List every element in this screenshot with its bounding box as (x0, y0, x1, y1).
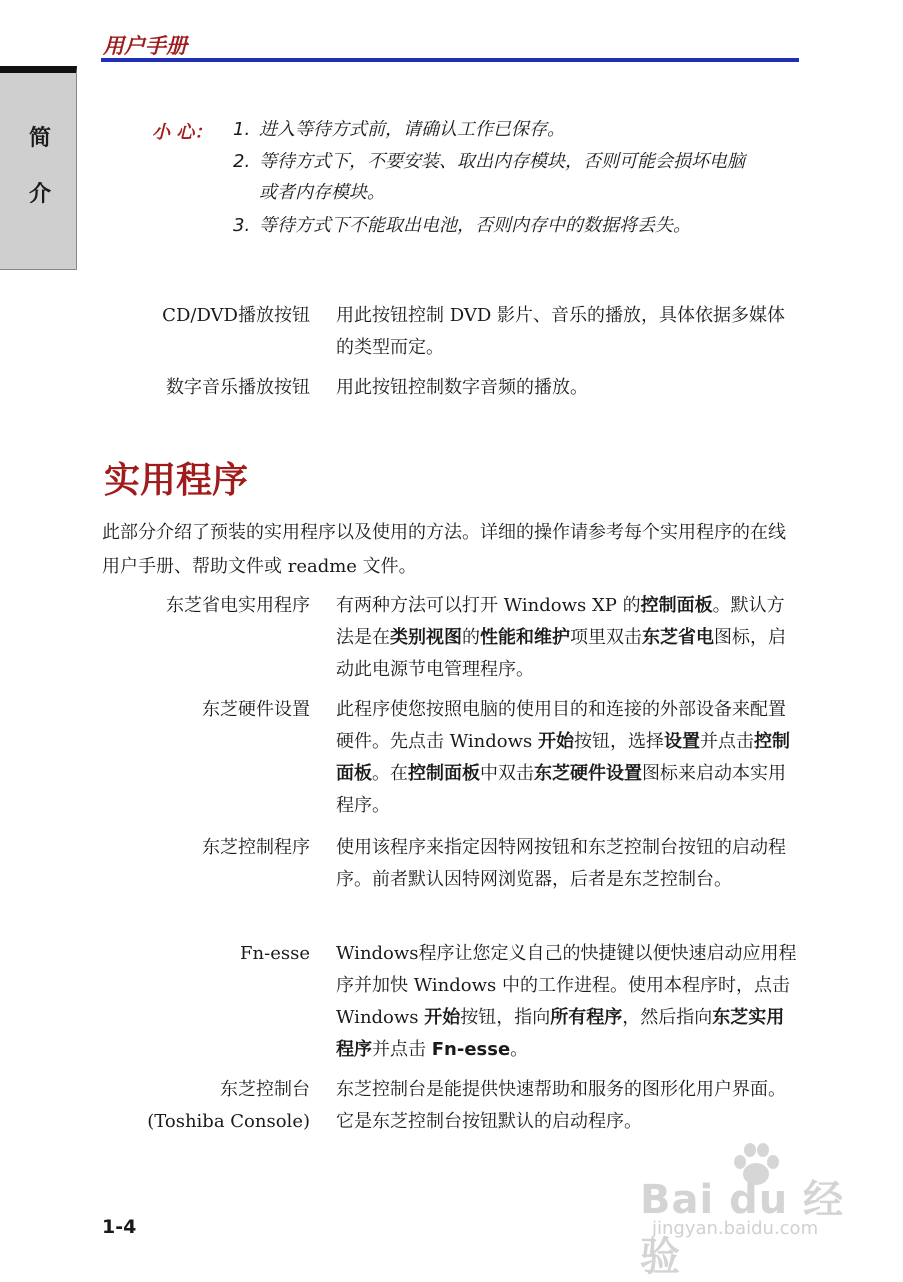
caution-item-number: 3. (233, 215, 251, 236)
bold-ui-term: 控制面板 (640, 595, 713, 616)
utility-term-console-line1: 东芝控制台 (220, 1079, 310, 1100)
bold-ui-term: 性能和维护 (480, 627, 570, 648)
caution-item-number: 2. (233, 151, 251, 172)
bold-ui-term: 所有程序 (550, 1007, 623, 1028)
watermark-sub-text: jingyan.baidu.com (652, 1218, 819, 1239)
utility-term-console-line2: (Toshiba Console) (147, 1111, 310, 1132)
bold-ui-term: 东芝实用程序 (336, 1007, 785, 1060)
bold-ui-term: 开始 (424, 1007, 461, 1028)
side-tab-char-2: 介 (28, 182, 51, 207)
caution-item-1 (233, 114, 753, 145)
button-desc-digital-music: 用此按钮控制数字音频的播放。 (336, 377, 588, 398)
bold-ui-term: 开始 (537, 731, 574, 752)
bold-ui-term: 控制面板 (408, 763, 480, 784)
bold-ui-term: Fn-esse (431, 1039, 511, 1060)
baidu-watermark (640, 1140, 880, 1280)
utility-term-console (100, 1074, 310, 1138)
side-tab-char-1: 简 (28, 126, 51, 151)
bold-ui-term: 控制面板 (336, 731, 790, 784)
caution-item-text: 等待方式下不能取出电池，否则内存中的数据将丢失。 (259, 215, 691, 236)
utility-desc-console: 东芝控制台是能提供快速帮助和服务的图形化用户界面。它是东芝控制台按钮默认的启动程序。 (336, 1079, 786, 1132)
caution-label: 小 心： (152, 122, 213, 143)
running-header-title: 用户手册 (103, 34, 187, 58)
caution-item-2 (233, 146, 753, 208)
bold-ui-term: 设置 (663, 731, 700, 752)
caution-item-number: 1. (233, 119, 251, 140)
utility-desc-hw-setup: 此程序使您按照电脑的使用目的和连接的外部设备来配置硬件。先点击 Windows 开始按钮，选择设置并点击控制面板。在控制面板中双击东芝硬件设置图标来启动本实用程序。 (336, 699, 790, 816)
section-title: 实用程序 (104, 460, 249, 501)
header-rule (101, 58, 799, 62)
utility-term-fn-esse: Fn-esse (240, 943, 310, 964)
utility-term-power-saver: 东芝省电实用程序 (166, 595, 310, 616)
bold-ui-term: 东芝硬件设置 (534, 763, 642, 784)
button-term-digital-music: 数字音乐播放按钮 (166, 377, 310, 398)
caution-item-3 (233, 210, 753, 241)
page-number: 1-4 (102, 1216, 137, 1238)
button-desc-cd-dvd: 用此按钮控制 DVD 影片、音乐的播放，具体依据多媒体的类型而定。 (336, 305, 785, 358)
utility-desc-power-saver: 有两种方法可以打开 Windows XP 的控制面板。默认方法是在类别视图的性能和维护项里双击东芝省电图标，启动此电源节电管理程序。 (336, 595, 786, 680)
watermark-main-text: Bai du 经验 (640, 1177, 845, 1280)
utility-term-control: 东芝控制程序 (202, 837, 310, 858)
button-term-cd-dvd: CD/DVD播放按钮 (162, 305, 310, 326)
bold-ui-term: 东芝省电 (642, 627, 714, 648)
chapter-side-tab (0, 66, 77, 270)
caution-item-text: 进入等待方式前，请确认工作已保存。 (259, 119, 565, 140)
utility-desc-fn-esse: Windows程序让您定义自己的快捷键以便快速启动应用程序并加快 Windows 中的工作进程。使用本程序时，点击 Windows 开始按钮，指向所有程序，然后指向东芝实用程序并点击 Fn-esse。 (336, 943, 797, 1060)
utility-desc-control: 使用该程序来指定因特网按钮和东芝控制台按钮的启动程序。前者默认因特网浏览器，后者是东芝控制台。 (336, 837, 786, 890)
bold-ui-term: 类别视图 (390, 627, 462, 648)
caution-item-text: 等待方式下，不要安装、取出内存模块，否则可能会损坏电脑或者内存模块。 (259, 151, 745, 203)
section-intro: 此部分介绍了预装的实用程序以及使用的方法。详细的操作请参考每个实用程序的在线用户手册、帮助文件或 readme 文件。 (102, 522, 786, 577)
utility-term-hw-setup: 东芝硬件设置 (202, 699, 310, 720)
